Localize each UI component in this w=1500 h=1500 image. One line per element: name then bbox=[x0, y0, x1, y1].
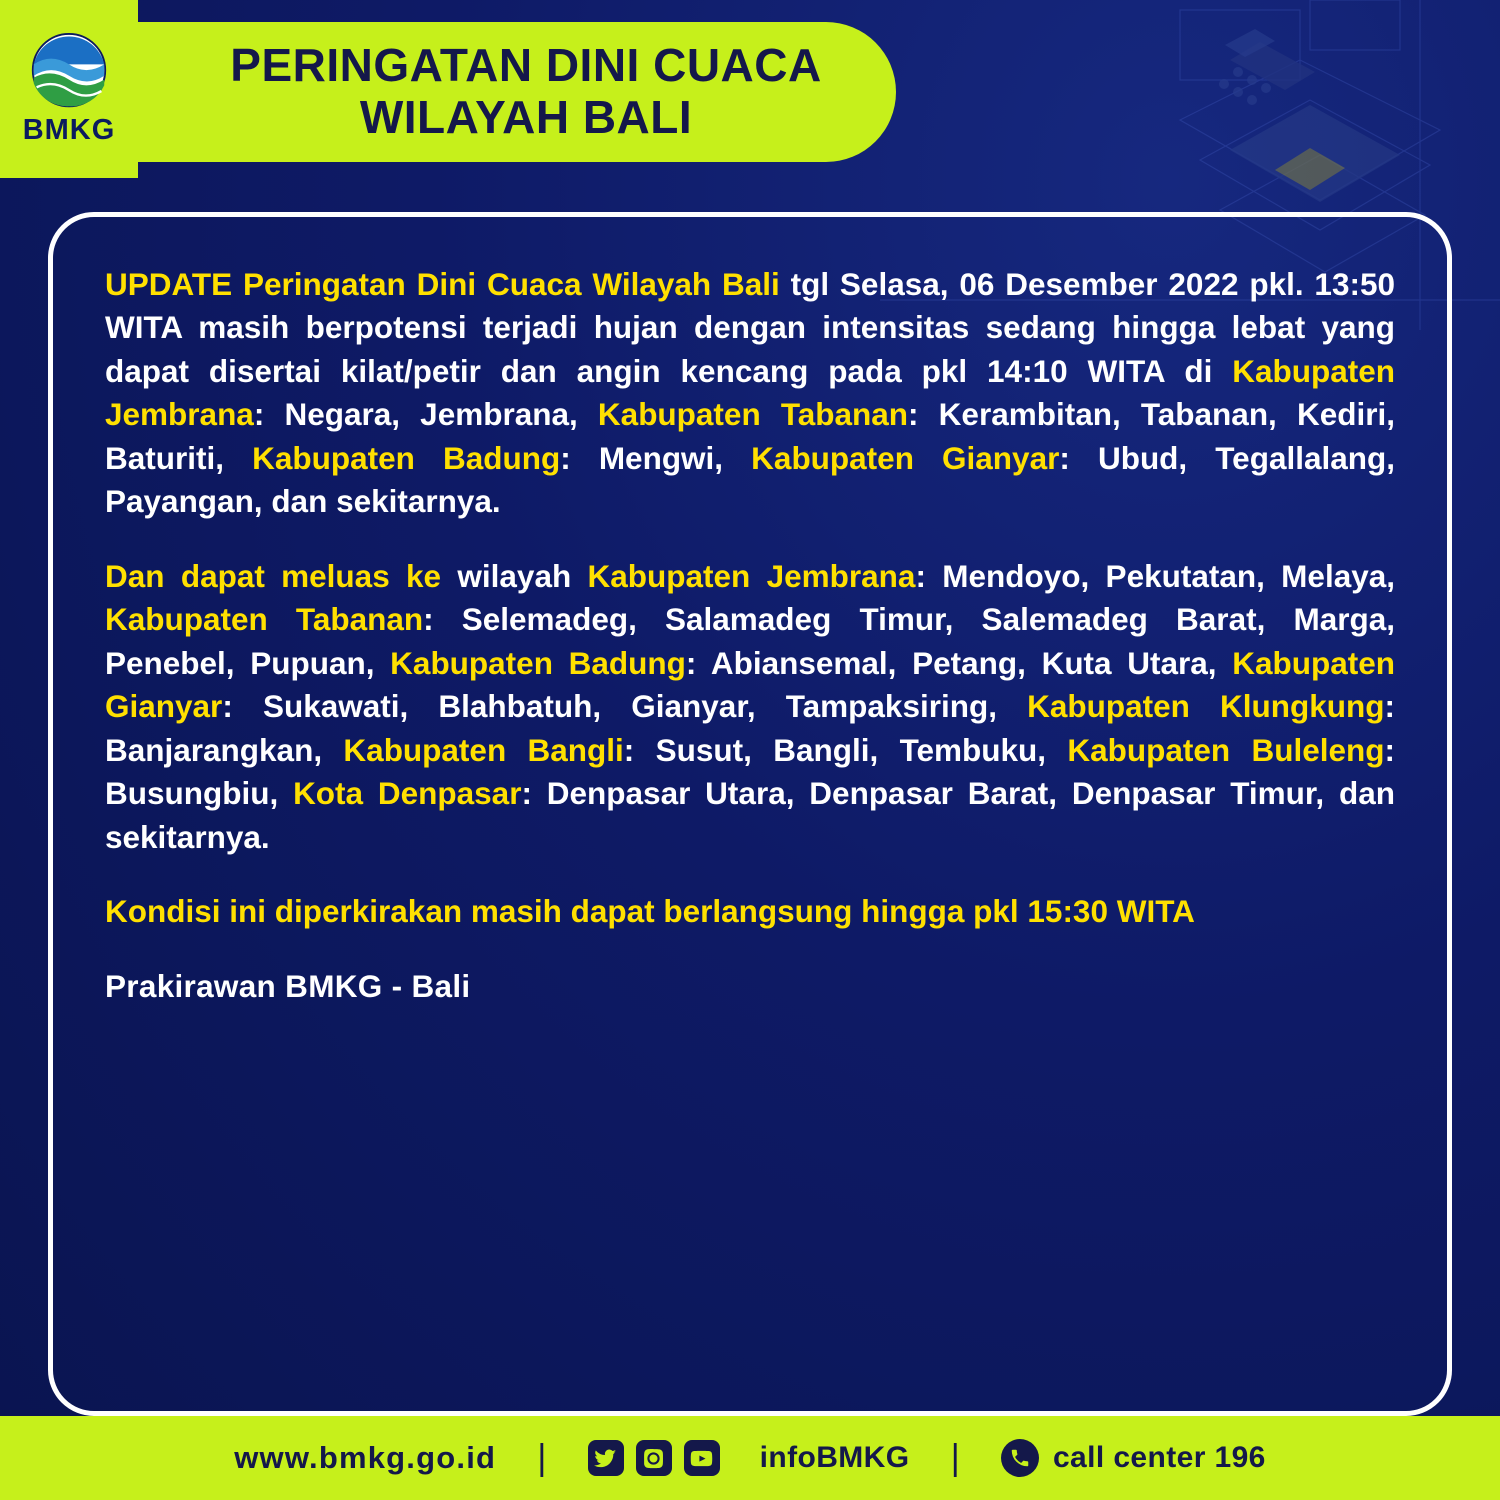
p2-seg5: Kabupaten Tabanan bbox=[105, 601, 424, 638]
p1-seg5: Kabupaten Tabanan bbox=[597, 396, 909, 433]
footer-bar bbox=[0, 1416, 1500, 1500]
footer-separator-2: | bbox=[949, 1438, 961, 1478]
p1-seg6: : Kerambitan, Tabanan, Kediri, Baturiti, bbox=[105, 396, 1395, 476]
social-icons bbox=[588, 1440, 720, 1476]
p2-seg12: : Banjarangkan, bbox=[105, 688, 1395, 768]
p2-seg7: Kabupaten Badung bbox=[390, 644, 686, 681]
p1-seg7: Kabupaten Badung bbox=[252, 439, 561, 476]
header bbox=[0, 0, 1500, 178]
call-center-group[interactable] bbox=[1001, 1439, 1266, 1477]
p2-seg4: : Mendoyo, Pekutatan, Melaya, bbox=[915, 557, 1395, 594]
p2-seg18: : Denpasar Utara, Denpasar Barat, Denpasar Timur, dan sekitarnya. bbox=[105, 775, 1395, 855]
p2-seg2: wilayah bbox=[441, 557, 588, 594]
p1-seg3: Kabupaten Jembrana bbox=[105, 352, 1395, 433]
instagram-icon[interactable] bbox=[636, 1440, 672, 1476]
content-card bbox=[48, 212, 1452, 1416]
p2-seg13: Kabupaten Bangli bbox=[343, 731, 624, 768]
p1-seg9: Kabupaten Gianyar bbox=[751, 439, 1060, 476]
warning-text bbox=[105, 263, 1395, 1008]
p2-seg17: Kota Denpasar bbox=[293, 775, 522, 812]
p2-seg16: : Busungbiu, bbox=[105, 731, 1395, 812]
p1-seg8: : Mengwi, bbox=[560, 439, 752, 476]
p2-seg9: Kabupaten Gianyar bbox=[105, 644, 1395, 725]
page-title-line-2: WILAYAH BALI bbox=[359, 91, 693, 143]
page-title-line-1: PERINGATAN DINI CUACA bbox=[230, 39, 822, 92]
duration-text: Kondisi ini diperkirakan masih dapat berlangsung hingga pkl 15:30 WITA bbox=[105, 893, 1195, 930]
paragraph-signature: Prakirawan BMKG - Bali bbox=[105, 967, 471, 1004]
footer-separator-1: | bbox=[536, 1438, 548, 1478]
paragraph-expansion-area bbox=[105, 555, 1395, 859]
paragraph-duration bbox=[105, 890, 1395, 933]
p2-seg11: Kabupaten Klungkung bbox=[1027, 688, 1385, 725]
p1-seg10: : Ubud, Tegallalang, Payangan, dan sekitarnya. bbox=[105, 439, 1395, 520]
brand-logo bbox=[0, 0, 138, 178]
p2-seg1: Dan dapat meluas ke bbox=[105, 557, 442, 594]
p2-seg8: : Abiansemal, Petang, Kuta Utara, bbox=[685, 644, 1233, 681]
footer-call-center: call center 196 bbox=[1052, 1441, 1266, 1474]
p2-seg6: : Selemadeg, Salamadeg Timur, Salemadeg Barat, Marga, Penebel, Pupuan, bbox=[105, 601, 1396, 681]
footer-handle[interactable]: infoBMKG bbox=[759, 1441, 910, 1474]
youtube-icon[interactable] bbox=[684, 1440, 720, 1476]
p2-seg15: Kabupaten Buleleng bbox=[1067, 731, 1385, 768]
p1-seg1: UPDATE Peringatan Dini Cuaca Wilayah Bali bbox=[105, 266, 780, 302]
p2-seg10: : Sukawati, Blahbatuh, Gianyar, Tampaksiring, bbox=[222, 688, 1028, 725]
p1-seg2: tgl Selasa, 06 Desember 2022 pkl. 13:50 WITA masih berpotensi terjadi hujan dengan intensitas sedang hingga lebat yang dapat disertai kilat/petir dan angin kencang pada pkl 14:10 WITA di bbox=[105, 266, 1395, 389]
brand-logo-text: BMKG bbox=[22, 113, 116, 146]
footer-website[interactable]: www.bmkg.go.id bbox=[234, 1440, 497, 1475]
p2-seg3: Kabupaten Jembrana bbox=[587, 557, 916, 594]
phone-icon bbox=[1001, 1439, 1039, 1477]
paragraph-primary-warning bbox=[105, 263, 1395, 524]
bmkg-logo-icon bbox=[21, 32, 117, 112]
p1-seg4: : Negara, Jembrana, bbox=[253, 396, 598, 433]
title-banner bbox=[96, 22, 896, 162]
p2-seg14: : Susut, Bangli, Tembuku, bbox=[623, 731, 1068, 768]
twitter-icon[interactable] bbox=[588, 1440, 624, 1476]
